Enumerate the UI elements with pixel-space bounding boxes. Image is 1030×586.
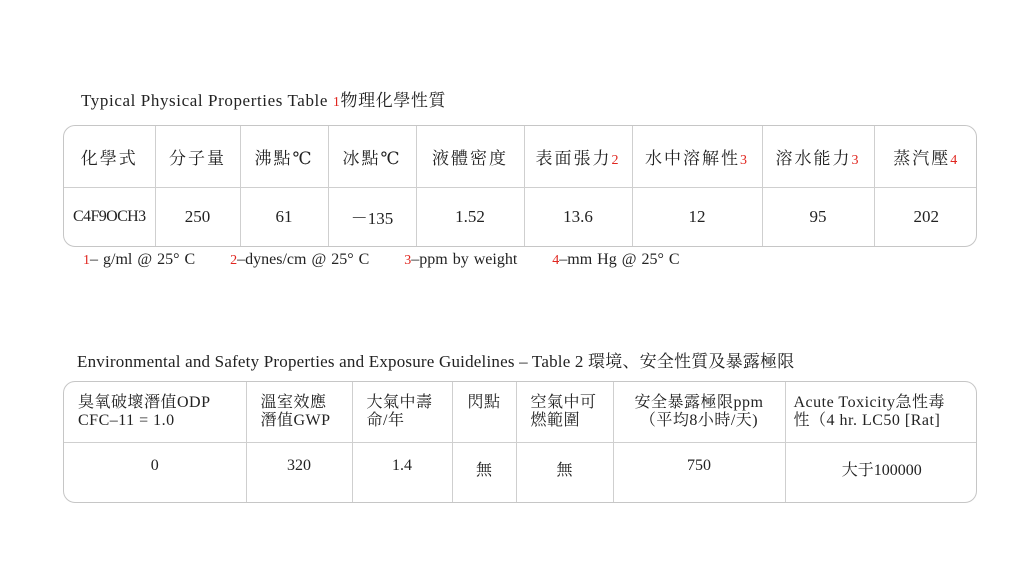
header-text: 分子量: [169, 148, 226, 168]
header-line: 臭氧破壞潛值ODP: [78, 394, 211, 411]
header-line: 閃點: [467, 394, 501, 411]
table2-header-row: [64, 382, 977, 442]
header-note: 4: [950, 152, 960, 168]
header-text: 液體密度: [432, 148, 508, 168]
physical-properties-table: [63, 125, 977, 247]
header-note: 2: [611, 152, 621, 168]
water-solubility-cell: 95: [762, 187, 874, 246]
header-cell: [516, 382, 613, 442]
footnote-1: [83, 251, 195, 268]
header-text: 化學式: [80, 148, 138, 168]
header-cell: [874, 126, 977, 187]
header-text: 沸點℃: [254, 148, 314, 168]
header-text: 溶水能力: [775, 148, 852, 168]
header-cell: [613, 382, 785, 442]
table1-header-row: [64, 126, 977, 187]
header-cell: [352, 382, 452, 442]
header-cell: [452, 382, 516, 442]
footnotes: [83, 251, 710, 269]
footnote-3: [404, 251, 517, 268]
vapor-pressure-cell: 202: [874, 187, 977, 246]
header-cell: [785, 382, 977, 442]
flash-point-cell: 無: [452, 442, 516, 502]
surface-tension-cell: 13.6: [524, 187, 632, 246]
header-cell: [64, 126, 155, 187]
footnote-text: – g/ml @ 25° C: [90, 251, 196, 268]
header-line: 溫室效應: [260, 394, 327, 411]
liquid-density-cell: 1.52: [416, 187, 524, 246]
header-line: 大氣中壽: [366, 394, 433, 411]
header-text: 冰點℃: [342, 148, 402, 168]
header-note: 3: [740, 152, 749, 168]
formula-cell: C4F9OCH3: [64, 187, 155, 246]
header-line: 安全暴露極限ppm: [634, 394, 764, 411]
footnote-4: [552, 251, 679, 268]
header-line: 命/年: [366, 412, 405, 429]
flammable-range-cell: 無: [516, 442, 613, 502]
header-text: 表面張力: [535, 148, 612, 168]
footnote-text: –mm Hg @ 25° C: [559, 251, 680, 268]
header-line: 空氣中可: [530, 394, 597, 411]
odp-cell: 0: [64, 442, 246, 502]
header-cell: [246, 382, 352, 442]
exposure-limit-cell: 750: [613, 442, 785, 502]
table1-title-cn: 物理化學性質: [340, 91, 447, 110]
header-line: 潛值GWP: [260, 412, 331, 429]
footnote-num: 2: [230, 253, 238, 268]
header-line: 燃範圍: [530, 412, 581, 429]
header-line: 性（4 hr. LC50 [Rat]: [793, 412, 941, 429]
header-line: Acute Toxicity急性毒: [793, 394, 946, 411]
footnote-text: –dynes/cm @ 25° C: [237, 251, 370, 268]
freezing-point-cell: －135: [328, 187, 416, 246]
table1-data-row: [64, 187, 977, 246]
lifetime-cell: 1.4: [352, 442, 452, 502]
footnote-2: [230, 251, 369, 268]
header-cell: [762, 126, 874, 187]
header-cell: [416, 126, 524, 187]
table2-title: Environmental and Safety Properties and Exposure Guidelines – Table 2 環境、安全性質及暴露極限: [77, 352, 795, 371]
header-text: 蒸汽壓: [893, 148, 951, 168]
environmental-safety-table: [63, 381, 977, 503]
header-note: 3: [851, 152, 861, 168]
footnote-text: –ppm by weight: [411, 251, 518, 268]
acute-toxicity-cell: 大于100000: [785, 442, 977, 502]
header-line: CFC–11 = 1.0: [78, 412, 175, 429]
header-cell: [64, 382, 246, 442]
table1-title-note: 1: [332, 95, 341, 110]
gwp-cell: 320: [246, 442, 352, 502]
molecular-weight-cell: 250: [155, 187, 240, 246]
header-cell: [328, 126, 416, 187]
table1-title-text: Typical Physical Properties Table: [81, 91, 329, 110]
footnote-num: 4: [552, 253, 560, 268]
footnote-num: 3: [404, 253, 412, 268]
header-text: 水中溶解性: [645, 148, 740, 168]
header-cell: [632, 126, 762, 187]
header-cell: [155, 126, 240, 187]
solubility-cell: 12: [632, 187, 762, 246]
table1-title: [81, 86, 446, 111]
header-cell: [240, 126, 328, 187]
header-line: （平均8小時/天): [639, 412, 759, 429]
footnote-num: 1: [83, 253, 90, 268]
boiling-point-cell: 61: [240, 187, 328, 246]
header-cell: [524, 126, 632, 187]
table2-data-row: [64, 442, 977, 502]
